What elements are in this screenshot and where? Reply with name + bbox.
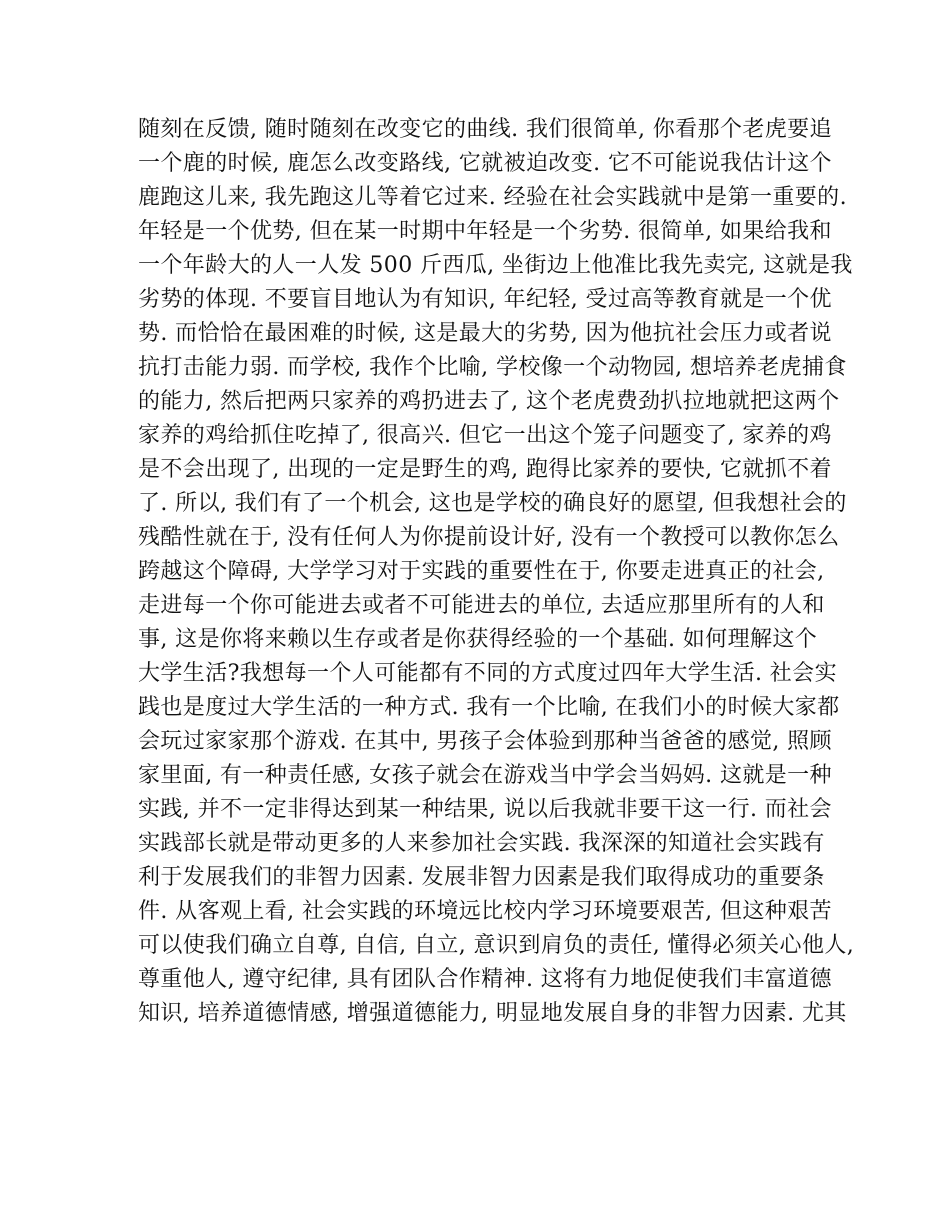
text-line: 大学生活?我想每一个人可能都有不同的方式度过四年大学生活. 社会实 bbox=[138, 661, 837, 686]
text-line: 家养的鸡给抓住吃掉了, 很高兴. 但它一出这个笼子问题变了, 家养的鸡 bbox=[138, 423, 832, 448]
text-line: 知识, 培养道德情感, 增强道德能力, 明显地发展自身的非智力因素. 尤其 bbox=[138, 1001, 847, 1026]
text-line: 实践, 并不一定非得达到某一种结果, 说以后我就非要干这一行. 而社会 bbox=[138, 797, 832, 822]
text-line: 利于发展我们的非智力因素. 发展非智力因素是我们取得成功的重要条 bbox=[138, 865, 825, 890]
text-line: 实践部长就是带动更多的人来参加社会实践. 我深深的知道社会实践有 bbox=[138, 831, 825, 856]
text-line: 了. 所以, 我们有了一个机会, 这也是学校的确良好的愿望, 但我想社会的 bbox=[138, 491, 847, 516]
text-line: 件. 从客观上看, 社会实践的环境远比校内学习环境要艰苦, 但这种艰苦 bbox=[138, 899, 832, 924]
text-line: 劣势的体现. 不要盲目地认为有知识, 年纪轻, 受过高等教育就是一个优 bbox=[138, 287, 832, 312]
text-line: 尊重他人, 遵守纪律, 具有团队合作精神. 这将有力地促使我们丰富道德 bbox=[138, 967, 832, 992]
text-line: 鹿跑这儿来, 我先跑这儿等着它过来. 经验在社会实践就中是第一重要的. bbox=[138, 185, 847, 210]
text-line: 抗打击能力弱. 而学校, 我作个比喻, 学校像一个动物园, 想培养老虎捕食 bbox=[138, 355, 847, 380]
text-line: 跨越这个障碍, 大学学习对于实践的重要性在于, 你要走进真正的社会, bbox=[138, 559, 825, 584]
text-line: 年轻是一个优势, 但在某一时期中年轻是一个劣势. 很简单, 如果给我和 bbox=[138, 219, 832, 244]
text-line: 走进每一个你可能进去或者不可能进去的单位, 去适应那里所有的人和 bbox=[138, 593, 825, 618]
text-line: 残酷性就在于, 没有任何人为你提前设计好, 没有一个教授可以教你怎么 bbox=[138, 525, 840, 550]
text-line: 会玩过家家那个游戏. 在其中, 男孩子会体验到那种当爸爸的感觉, 照顾 bbox=[138, 729, 832, 754]
text-line: 可以使我们确立自尊, 自信, 自立, 意识到肩负的责任, 懂得必须关心他人, bbox=[138, 933, 855, 958]
text-line: 是不会出现了, 出现的一定是野生的鸡, 跑得比家养的要快, 它就抓不着 bbox=[138, 457, 832, 482]
text-line: 事, 这是你将来赖以生存或者是你获得经验的一个基础. 如何理解这个 bbox=[138, 627, 818, 652]
text-line: 践也是度过大学生活的一种方式. 我有一个比喻, 在我们小的时候大家都 bbox=[138, 695, 840, 720]
text-line: 势. 而恰恰在最困难的时候, 这是最大的劣势, 因为他抗社会压力或者说 bbox=[138, 321, 832, 346]
text-line: 的能力, 然后把两只家养的鸡扔进去了, 这个老虎费劲扒拉地就把这两个 bbox=[138, 389, 840, 414]
text-line: 随刻在反馈, 随时随刻在改变它的曲线. 我们很简单, 你看那个老虎要追 bbox=[138, 117, 832, 142]
text-line: 一个年龄大的人一人发 500 斤西瓜, 坐街边上他准比我先卖完, 这就是我 bbox=[138, 253, 853, 278]
text-line: 家里面, 有一种责任感, 女孩子就会在游戏当中学会当妈妈. 这就是一种 bbox=[138, 763, 832, 788]
body-text bbox=[138, 113, 855, 1031]
text-line: 一个鹿的时候, 鹿怎么改变路线, 它就被迫改变. 它不可能说我估计这个 bbox=[138, 151, 832, 176]
